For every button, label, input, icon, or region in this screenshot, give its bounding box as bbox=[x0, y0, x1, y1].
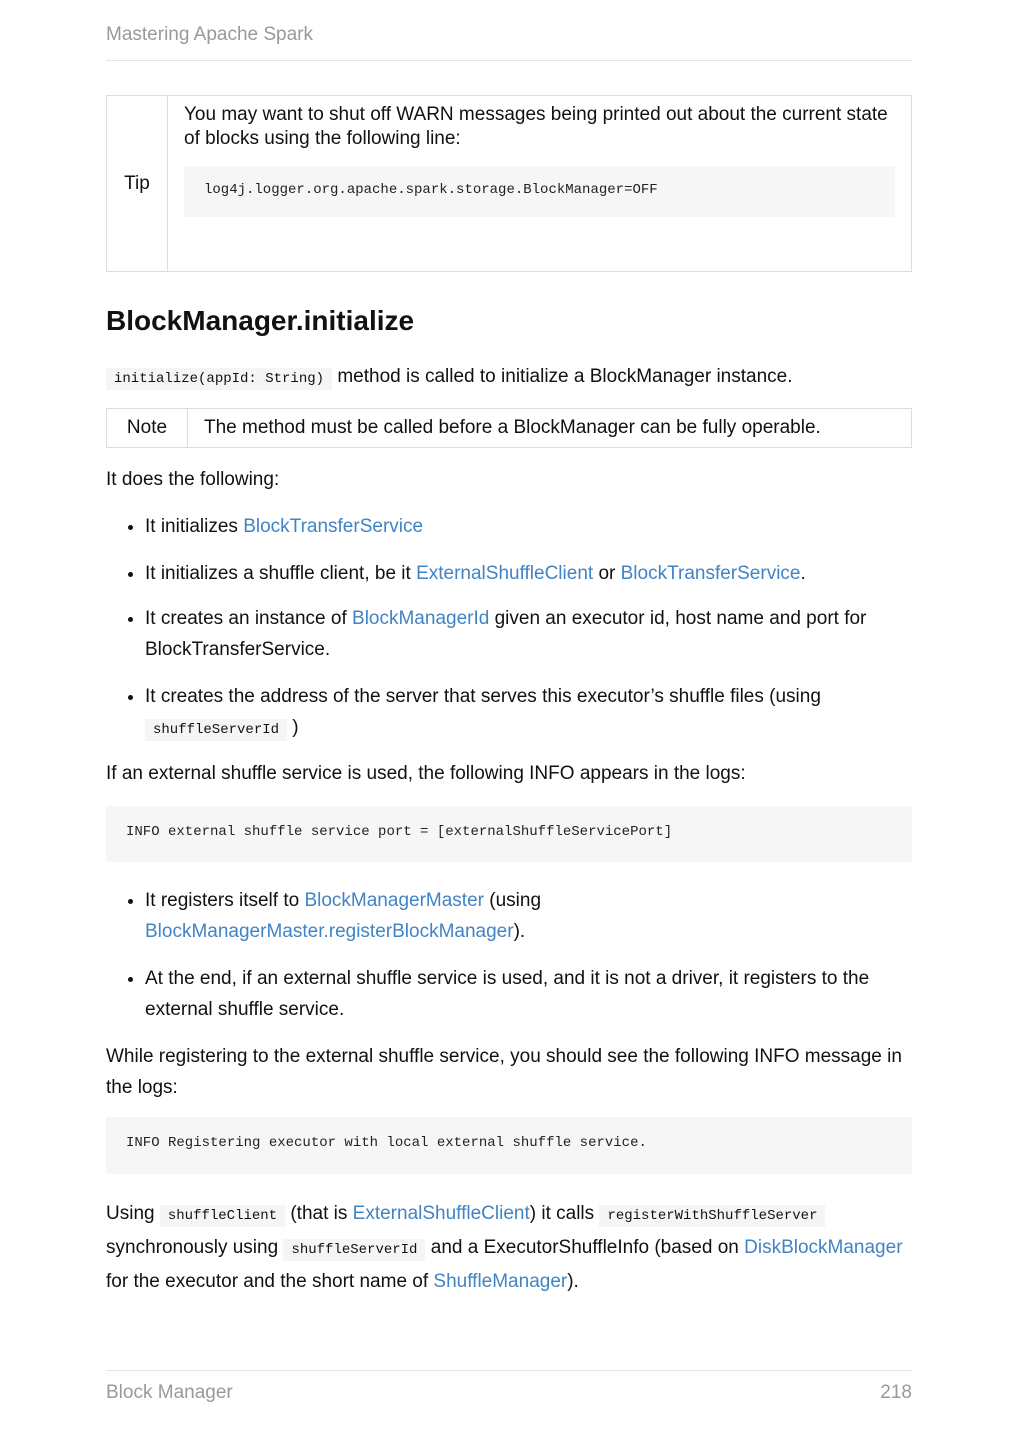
text: ). bbox=[513, 921, 526, 942]
text: given an executor id, host name and port for BlockTransferService. bbox=[145, 608, 867, 660]
text: It registers itself to bbox=[145, 890, 305, 911]
list-item bbox=[145, 963, 912, 1025]
text: It initializes bbox=[145, 516, 244, 537]
text: ) it calls bbox=[529, 1203, 600, 1224]
page-footer bbox=[106, 1382, 912, 1404]
list-item bbox=[145, 885, 912, 947]
link-externalshuffleclient[interactable]: ExternalShuffleClient bbox=[352, 1203, 530, 1224]
text: for the executor and the short name of bbox=[106, 1271, 434, 1292]
note-text: The method must be called before a BlockManager can be fully operable. bbox=[204, 417, 821, 438]
section-heading: BlockManager.initialize bbox=[106, 305, 415, 336]
text: Using bbox=[106, 1203, 160, 1224]
text: It creates the address of the server that serves this executor’s shuffle files (using bbox=[145, 686, 821, 707]
header-divider bbox=[106, 60, 912, 61]
inline-code: shuffleServerId bbox=[145, 719, 287, 741]
page-number: 218 bbox=[880, 1382, 912, 1403]
registering-paragraph: While registering to the external shuffle service, you should see the following INFO message in the logs: bbox=[106, 1046, 902, 1098]
text: (using bbox=[483, 890, 542, 911]
note-admonition bbox=[106, 408, 912, 448]
list-item bbox=[145, 603, 912, 665]
tip-label: Tip bbox=[107, 96, 168, 271]
inline-code: registerWithShuffleServer bbox=[599, 1205, 825, 1227]
text: It initializes a shuffle client, be it bbox=[145, 563, 417, 584]
link-blocktransferservice[interactable]: BlockTransferService bbox=[243, 516, 424, 537]
link-blockmanagerid[interactable]: BlockManagerId bbox=[352, 608, 490, 629]
link-shufflemanager[interactable]: ShuffleManager bbox=[433, 1271, 568, 1292]
inline-code: initialize(appId: String) bbox=[106, 368, 332, 390]
inline-code: shuffleClient bbox=[160, 1205, 285, 1227]
bullet-list-1 bbox=[106, 511, 912, 746]
text: ) bbox=[287, 717, 299, 738]
text: (that is bbox=[285, 1203, 353, 1224]
final-paragraph bbox=[106, 1198, 912, 1297]
log-code-block-1: INFO external shuffle service port = [externalShuffleServicePort] bbox=[106, 806, 912, 862]
text: At the end, if an external shuffle service is used, and it is not a driver, it registers to the external shuffle service. bbox=[145, 968, 870, 1020]
intro-paragraph bbox=[106, 361, 912, 395]
bullet-list-2 bbox=[106, 885, 912, 1025]
list-item bbox=[145, 511, 912, 542]
text: ). bbox=[567, 1271, 579, 1292]
link-externalshuffleclient[interactable]: ExternalShuffleClient bbox=[416, 563, 594, 584]
list-item bbox=[145, 558, 912, 589]
link-blockmanagermaster[interactable]: BlockManagerMaster bbox=[304, 890, 484, 911]
tip-text: You may want to shut off WARN messages being printed out about the current state of blocks using the following line: bbox=[184, 104, 888, 149]
link-blocktransferservice[interactable]: BlockTransferService bbox=[620, 563, 801, 584]
link-registerblockmanager[interactable]: BlockManagerMaster.registerBlockManager bbox=[145, 921, 514, 942]
footer-chapter: Block Manager bbox=[106, 1382, 233, 1403]
link-diskblockmanager[interactable]: DiskBlockManager bbox=[744, 1237, 903, 1258]
text: synchronously using bbox=[106, 1237, 284, 1258]
list-item bbox=[145, 681, 912, 746]
text: or bbox=[593, 563, 621, 584]
text: . bbox=[800, 563, 806, 584]
log-code-block-2: INFO Registering executor with local external shuffle service. bbox=[106, 1117, 912, 1174]
inline-code: shuffleServerId bbox=[283, 1239, 425, 1261]
tip-admonition bbox=[106, 95, 912, 272]
text: It creates an instance of bbox=[145, 608, 353, 629]
footer-divider bbox=[106, 1370, 912, 1371]
text: method is called to initialize a BlockManager instance. bbox=[332, 366, 793, 387]
note-label: Note bbox=[107, 409, 188, 447]
does-following: It does the following: bbox=[106, 469, 280, 490]
text: and a ExecutorShuffleInfo (based on bbox=[425, 1237, 745, 1258]
external-paragraph: If an external shuffle service is used, the following INFO appears in the logs: bbox=[106, 763, 746, 784]
tip-code-block: log4j.logger.org.apache.spark.storage.BlockManager=OFF bbox=[184, 166, 895, 217]
running-header: Mastering Apache Spark bbox=[106, 24, 314, 45]
